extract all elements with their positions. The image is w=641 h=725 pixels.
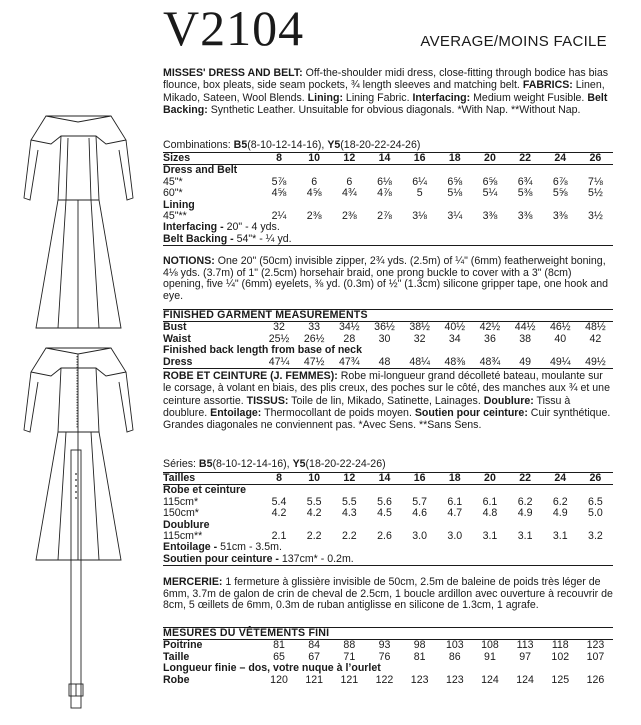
desc-body: Off-the-shoulder midi dress, close-fitting through bodice has bias flounce, box pleats, side seam pockets, ¾ length sleeves and matching belt. — [163, 67, 609, 92]
lining-row-label: Lining — [163, 198, 195, 211]
table-cell: 4¾ — [341, 187, 357, 200]
table-cell: 47½ — [303, 355, 325, 368]
size-cell: 10 — [308, 472, 321, 484]
table-cell: 6.2 — [517, 495, 533, 508]
table-cell: 103 — [445, 639, 464, 652]
table-cell: 3.1 — [552, 530, 568, 543]
sizes-row — [163, 153, 613, 165]
table-cell: 26½ — [303, 332, 325, 345]
table-cell: 3.2 — [588, 530, 603, 543]
table-cell: 36 — [484, 332, 496, 345]
tailles-label: Tailles — [163, 472, 196, 484]
table-cell: 4.3 — [341, 507, 357, 520]
table-cell: 71 — [343, 650, 356, 663]
tailles-row — [163, 473, 613, 485]
belt-eyelets — [75, 473, 77, 499]
notions-label: NOTIONS: — [163, 255, 215, 267]
table-cell: 4.2 — [271, 507, 287, 520]
table-cell: 2⅜ — [341, 210, 357, 223]
fr-desc-title: ROBE ET CEINTURE (J. FEMMES): — [163, 370, 338, 382]
table-cell: 6⅝ — [482, 175, 498, 188]
table-cell: 48⅜ — [444, 355, 466, 368]
size-cell: 26 — [589, 472, 602, 484]
table-cell: 28 — [343, 332, 356, 345]
combination-y5-sizes: (18-20-22-24-26) — [340, 139, 421, 151]
table-cell: 4.8 — [482, 507, 498, 520]
table-cell: 6⅛ — [377, 175, 392, 188]
table-cell: 102 — [551, 650, 570, 663]
doublure-row-label: Doublure — [163, 518, 210, 531]
sizes-label: Sizes — [163, 152, 191, 164]
soutien-row-value: 137cm* - 0.2m. — [281, 552, 354, 565]
size-cell: 14 — [378, 472, 391, 484]
combination-y5: Y5 — [327, 139, 341, 151]
interfacing-label: Interfacing: — [412, 91, 471, 104]
table-cell: 5⅝ — [552, 187, 568, 200]
belt-backing-row-value: 54"* - ¼ yd. — [236, 232, 292, 245]
series-y5: Y5 — [292, 458, 306, 470]
yardage-table-fr — [163, 472, 613, 566]
table-cell: 36½ — [374, 321, 395, 334]
size-cell: 16 — [413, 472, 426, 484]
size-cell: 20 — [484, 152, 496, 164]
size-cell: 8 — [276, 152, 282, 164]
table-cell: 6.5 — [588, 495, 603, 508]
table-cell: 42½ — [479, 321, 501, 334]
size-cell: 20 — [484, 472, 496, 484]
mesures-title: MESURES DU VÊTEMENTS FINI — [163, 627, 330, 639]
size-cell: 18 — [448, 472, 461, 484]
table-cell: 123 — [586, 639, 605, 652]
table-cell: 4.2 — [306, 507, 322, 520]
dress-back-drawing — [24, 348, 133, 560]
table-cell: 98 — [413, 639, 426, 652]
entoilage-row-value: 51cm - 3.5m. — [220, 541, 282, 554]
table-cell: 121 — [340, 673, 359, 686]
table-cell: 38 — [519, 332, 531, 345]
row-label: Taille — [163, 650, 190, 663]
row-label: 45"** — [163, 210, 187, 223]
table-cell: 86 — [448, 650, 461, 663]
table-cell: 2¼ — [271, 210, 287, 223]
series-b5: B5 — [198, 458, 213, 470]
table-cell: 5½ — [588, 187, 603, 200]
dress-front-drawing — [24, 116, 133, 328]
size-cell: 22 — [519, 472, 531, 484]
series-y5-sizes: (18-20-22-24-26) — [305, 458, 386, 470]
fabrics-body: Linen, Mikado, Sateen, Wool Blends. — [163, 79, 605, 104]
table-cell: 38½ — [409, 321, 430, 334]
table-cell: 93 — [378, 639, 391, 652]
table-cell: 5.5 — [306, 495, 322, 508]
fr-soutien-label: Soutien pour ceinture: — [414, 406, 528, 419]
table-row — [163, 508, 613, 519]
table-cell: 6 — [311, 175, 318, 188]
table-cell: 81 — [273, 639, 285, 652]
table-cell: 81 — [413, 650, 426, 663]
table-cell: 44½ — [514, 321, 536, 334]
yardage-table-en — [163, 152, 613, 246]
table-cell: 124 — [516, 673, 534, 686]
series-b5-sizes: (8-10-12-14-16), — [212, 458, 293, 470]
combination-b5: B5 — [233, 139, 248, 151]
table-cell: 4.7 — [447, 507, 463, 520]
size-cell: 12 — [343, 152, 356, 164]
entoilage-row-label: Entoilage - — [163, 541, 221, 554]
table-row — [163, 357, 613, 369]
table-cell: 3.0 — [412, 530, 427, 543]
table-cell: 4.9 — [552, 507, 568, 520]
table-cell: 97 — [519, 650, 531, 663]
table-cell: 49¼ — [549, 355, 571, 368]
table-cell: 4⅝ — [271, 187, 287, 200]
notions-body: One 20" (50cm) invisible zipper, 2¾ yds. (2.5m) of ¼" (6mm) featherweight boning, 4⅛ yds. (3.7m) of 1" (2.5cm) horsehair braid, one prong buckle to cover with a 3" (8cm) opening, five ¼" (6mm) eyelets, ⅜ yd. (0.3m) of ½" (1.3cm) silicone gripper tape, one hook and eye. — [163, 255, 609, 302]
combination-b5-sizes: (8-10-12-14-16), — [247, 139, 328, 151]
row-label: Dress — [163, 355, 193, 368]
table-cell: 5.7 — [412, 495, 427, 508]
table-cell: 3¼ — [447, 210, 463, 223]
table-cell: 2⅜ — [306, 210, 322, 223]
interfacing-body: Medium weight Fusible. — [470, 91, 588, 104]
table-cell: 4⅞ — [377, 187, 392, 200]
table-cell: 76 — [378, 650, 391, 663]
table-cell: 5.0 — [588, 507, 603, 520]
size-cell: 24 — [554, 472, 567, 484]
table-cell: 123 — [445, 673, 464, 686]
combinations-line — [163, 140, 613, 152]
table-cell: 125 — [551, 673, 570, 686]
row-label: 60"* — [163, 187, 183, 200]
table-cell: 3.1 — [482, 530, 498, 543]
table-cell: 48¼ — [409, 355, 430, 368]
table-cell: 120 — [270, 673, 288, 686]
french-description — [163, 370, 613, 431]
desc-title: MISSES' DRESS AND BELT: — [163, 67, 303, 79]
finished-title: FINISHED GARMENT MEASUREMENTS — [163, 309, 368, 321]
table-cell: 2⅞ — [377, 210, 392, 223]
mercerie-body: 1 fermeture à glissière invisible de 50cm, 2.5m de baleine de poids très léger de 6mm, 3.7m de galon de crin de cheval de 2.5cm, 1 boucle ardillon avec ouverture à recouvrir de 8cm, 5 œillets de 6mm, 0.3m de ruban antiglisse en silicone de 1.3cm, 1 agrafe. — [163, 576, 613, 612]
fr-doublure-body: Tissu à doublure. — [163, 394, 571, 419]
table-cell: 48¾ — [479, 355, 501, 368]
table-row — [163, 675, 613, 686]
fr-entoilage-label: Entoilage: — [210, 406, 262, 419]
series-line — [163, 459, 613, 471]
table-cell: 42 — [589, 332, 602, 345]
belt-drawing — [69, 450, 83, 708]
table-cell: 2.2 — [306, 530, 322, 543]
table-cell: 121 — [305, 673, 324, 686]
length-title: Finished back length from base of neck — [163, 344, 362, 357]
mercerie-text — [163, 577, 613, 612]
row-label: 115cm* — [163, 495, 199, 508]
table-cell: 6¼ — [412, 175, 427, 188]
finished-measurements-en — [163, 309, 613, 369]
belt-backing-row — [163, 234, 613, 246]
table-cell: 3.0 — [447, 530, 463, 543]
row-label: 150cm* — [163, 507, 199, 520]
table-cell: 84 — [308, 639, 321, 652]
table-cell: 49½ — [585, 355, 606, 368]
size-cell: 14 — [378, 152, 391, 164]
table-cell: 5⅜ — [517, 187, 533, 200]
size-cell: 16 — [413, 152, 426, 164]
table-cell: 91 — [484, 650, 496, 663]
difficulty-level: AVERAGE/MOINS FACILE — [420, 33, 607, 50]
combinations-label: Combinations: — [163, 139, 234, 151]
size-cell: 22 — [519, 152, 531, 164]
table-cell: 32 — [413, 332, 426, 345]
table-cell: 4.9 — [517, 507, 533, 520]
row-label: 115cm** — [163, 530, 203, 543]
table-cell: 40 — [554, 332, 567, 345]
table-cell: 48½ — [585, 321, 606, 334]
size-cell: 24 — [554, 152, 567, 164]
table-cell: 4.6 — [412, 507, 427, 520]
table-cell: 40½ — [444, 321, 466, 334]
table-cell: 2.2 — [341, 530, 357, 543]
finished-measurements-fr — [163, 627, 613, 686]
table-cell: 3⅛ — [412, 210, 427, 223]
size-cell: 8 — [276, 472, 282, 484]
technical-drawings — [6, 78, 156, 718]
table-row — [163, 188, 613, 199]
soutien-row-label: Soutien pour ceinture - — [163, 552, 282, 565]
table-cell: 6⅞ — [552, 175, 568, 188]
table-cell: 34 — [448, 332, 461, 345]
notions-text — [163, 256, 613, 302]
fr-entoilage-body: Thermocollant de poids moyen. — [261, 406, 415, 419]
table-cell: 47¾ — [339, 355, 360, 368]
size-cell: 26 — [589, 152, 602, 164]
table-cell: 3⅜ — [517, 210, 533, 223]
table-cell: 34½ — [339, 321, 360, 334]
table-cell: 67 — [308, 650, 321, 663]
table-cell: 4.5 — [377, 507, 392, 520]
table-cell: 47¼ — [268, 355, 290, 368]
table-cell: 33 — [308, 321, 321, 334]
fr-tissus-label: TISSUS: — [246, 394, 289, 407]
table-cell: 2.6 — [377, 530, 392, 543]
table-cell: 88 — [343, 639, 356, 652]
table-cell: 4⅝ — [306, 187, 322, 200]
dress-belt-label: Dress and Belt — [163, 164, 238, 177]
table-cell: 46½ — [549, 321, 571, 334]
fr-desc-body: Robe mi-longueur grand décolleté bateau, moulante sur le corsage, à volant en biais, des plis creux, des poches sur le côté, des manches aux ¾ et une ceinture assortie. — [163, 370, 610, 407]
table-cell: 124 — [481, 673, 499, 686]
table-cell: 5¼ — [482, 187, 498, 200]
table-cell: 7⅛ — [588, 175, 603, 188]
table-cell: 6.2 — [552, 495, 568, 508]
lining-label: Lining: — [307, 91, 343, 104]
table-cell: 30 — [378, 332, 391, 345]
english-description — [163, 67, 613, 116]
series-label: Séries: — [163, 458, 199, 470]
lining-body: Lining Fabric. — [342, 91, 413, 104]
table-cell: 6 — [346, 175, 353, 188]
belt-backing-label: Belt Backing: — [163, 91, 608, 116]
longueur-title: Longueur finie – dos, votre nuque à l’ourlet — [163, 662, 381, 675]
belt-backing-row-label: Belt Backing - — [163, 232, 237, 245]
robe-ceinture-label: Robe et ceinture — [163, 484, 247, 497]
pattern-number: V2104 — [163, 0, 305, 56]
mercerie-label: MERCERIE: — [163, 576, 223, 588]
table-cell: 3.1 — [517, 530, 533, 543]
fr-soutien-body: Cuir synthétique. Grandes diagonales ne conviennent pas. *Avec Sens. **Sans Sens. — [163, 406, 611, 432]
table-cell: 5⅞ — [271, 175, 287, 188]
belt-backing-body: Synthetic Leather. Unsuitable for obvious diagonals. *With Nap. **Without Nap. — [207, 103, 581, 116]
table-cell: 5.5 — [341, 495, 357, 508]
table-cell: 49 — [519, 355, 531, 368]
size-cell: 12 — [343, 472, 356, 484]
table-cell: 6¾ — [517, 175, 533, 188]
table-cell: 5.4 — [271, 495, 287, 508]
size-cell: 10 — [308, 152, 321, 164]
table-cell: 25½ — [268, 332, 290, 345]
fabrics-label: FABRICS: — [522, 79, 573, 92]
table-cell: 3⅜ — [552, 210, 568, 223]
row-label: Robe — [163, 673, 190, 686]
fr-doublure-label: Doublure: — [483, 394, 534, 407]
table-cell: 5.6 — [377, 495, 392, 508]
table-cell: 126 — [586, 673, 605, 686]
table-cell: 113 — [516, 639, 534, 652]
table-cell: 65 — [273, 650, 285, 663]
table-cell: 48 — [378, 355, 391, 368]
table-cell: 5⅛ — [447, 187, 463, 200]
table-cell: 3½ — [588, 210, 603, 223]
table-cell: 118 — [551, 639, 569, 652]
size-cell: 18 — [448, 152, 461, 164]
table-cell: 123 — [410, 673, 429, 686]
table-cell: 6.1 — [482, 495, 498, 508]
table-cell: 32 — [273, 321, 285, 334]
row-label: 45"* — [163, 175, 183, 188]
table-cell: 5 — [416, 187, 423, 200]
fr-tissus-body: Toile de lin, Mikado, Satinette, Lainages. — [288, 394, 484, 407]
interfacing-row-value: 20" - 4 yds. — [226, 221, 280, 234]
table-cell: 2.1 — [271, 530, 287, 543]
table-cell: 108 — [481, 639, 499, 652]
table-cell: 122 — [375, 673, 394, 686]
table-cell: 6.1 — [447, 495, 463, 508]
row-label: Bust — [163, 321, 187, 334]
row-label: Waist — [163, 332, 191, 345]
table-cell: 107 — [586, 650, 605, 663]
table-cell: 3⅜ — [482, 210, 498, 223]
row-label: Poitrine — [163, 639, 203, 652]
table-cell: 6⅝ — [447, 175, 463, 188]
interfacing-row-label: Interfacing - — [163, 221, 227, 234]
